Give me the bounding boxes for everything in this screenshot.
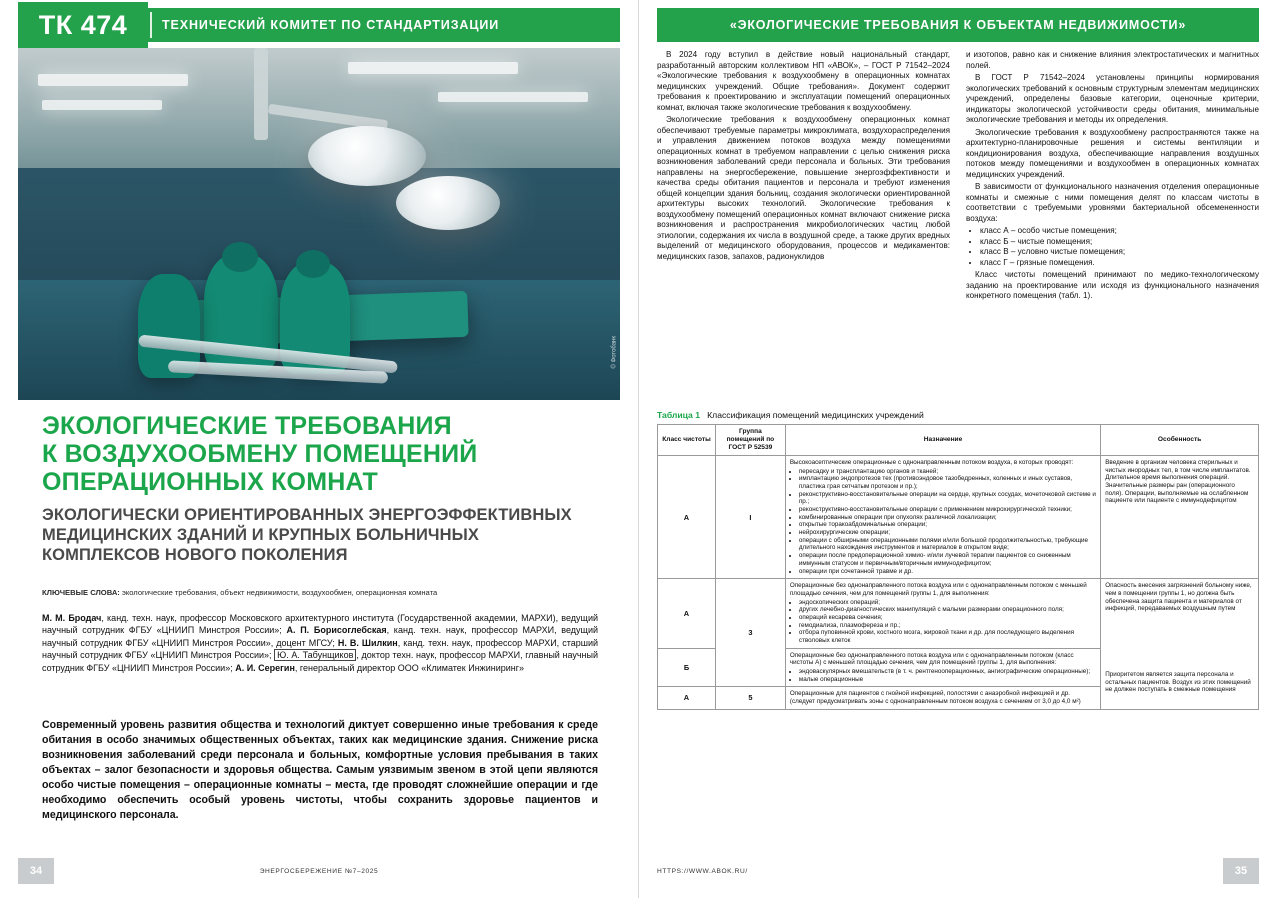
cell-feature: Введение в организм человека стерильных и чистых инородных тел, в том числе имплантатов. Длительное время выполнения операций. Значительные размеры ран (операционного поля). Операции, выполняемые на ослабленном пациенте или пациенте с иммунодефицитом: [1101, 456, 1259, 579]
cleanliness-class-list: [966, 226, 1259, 268]
cell-group: 3: [715, 579, 785, 687]
boxed-author-name: Ю. А. Табунщиков: [274, 649, 356, 661]
title-line-2: К ВОЗДУХООБМЕНУ ПОМЕЩЕНИЙ: [42, 440, 478, 468]
cell-purpose: [785, 687, 1100, 709]
authors-block: [42, 612, 598, 674]
list-item: • открытые торакоабдоминальные операции;: [799, 521, 1096, 529]
purpose-intro: Операционные без однонаправленного потока воздуха или с однонаправленным потоком с меньшей площадью сечения, чем для помещений группы 1, для выполнения:: [789, 582, 1087, 597]
cell-group: I: [715, 456, 785, 579]
page-number-right: 35: [1223, 858, 1259, 884]
body-column-1: [657, 50, 950, 400]
surgical-lamp: [308, 126, 426, 186]
tk-badge-label: ТК 474: [38, 9, 128, 40]
left-page-footer: [18, 858, 620, 884]
paragraph: В ГОСТ Р 71542–2024 установлены принципы нормирования экологических требований к основным структурным элементам медицинских учреждений, определены базовые категории, оценочные критерии, индикаторы экологической устойчивости среды обитания, минимальные экологические требования и методы их определения.: [966, 73, 1259, 125]
title-line-1: ЭКОЛОГИЧЕСКИЕ ТРЕБОВАНИЯ: [42, 412, 452, 440]
paragraph: Экологические требования к воздухообмену операционных комнат обеспечивают требуемые параметры микроклимата, воздухораспределения и управления движением потоков воздуха между помещениями операционных комнат в требуемом направлении с целью снижения риска возникновения заболеваний среди персонала и больных. Эти требования направлены на энергосбережение, повышение энергоэффективности и качества среды обитания пациентов и персонала и требуют изменения общей концепции здания больниц, создания экологически ориентированной архитектуры высоких технологий. Экологические требования к воздухообмену помещений операционных комнат включают снижение риска возникновения и распространения микробиологических частиц любой этиологии, содержания их числа в воздушной среде, а также других вредных выделений от медицинского оборудования, процессов и медикаментов: медицинских газов, запахов, радионуклидов: [657, 115, 950, 261]
photo-credit: © Фотобанк: [611, 336, 617, 369]
operating-room-photo: [18, 48, 620, 400]
list-item: • пересадку и трансплантацию органов и тканей;: [799, 468, 1096, 476]
list-item: • операций кесарева сечения;: [799, 614, 1096, 622]
cell-purpose: [785, 579, 1100, 648]
list-item: • класс А – особо чистые помещения;: [980, 226, 1259, 237]
lamp-arm: [254, 48, 268, 140]
table-row: [658, 456, 1259, 579]
surgical-lamp: [396, 176, 500, 230]
feature-text-a: Опасность внесения загрязнений больному ниже, чем в помещении группы 1, но должна быть обеспечена защита пациента и материалов от инфекций, передаваемых воздушным путем: [1105, 582, 1252, 613]
body-columns: [657, 50, 1259, 400]
journal-url[interactable]: HTTPS://WWW.ABOK.RU/: [657, 867, 748, 875]
column-header-group: Группа помещений по ГОСТ Р 52539: [715, 425, 785, 456]
purpose-intro: Операционные без однонаправленного потока воздуха или с однонаправленным потоком (класс чистоты А) с меньшей площадью сечения, чем для помещений группы 1, для выполнения:: [789, 651, 1074, 667]
list-item: • реконструктивно-восстановительные операции на сердце, крупных сосудах, мочеточковой системе и пр.;: [799, 491, 1096, 506]
cell-class: А: [658, 579, 716, 648]
list-item: • операции после предоперационной химио- и/или лучевой терапии пациентов со сниженным иммунным статусом и первичным/вторичным иммунодефицитом;: [799, 552, 1096, 567]
header-divider: [150, 12, 152, 38]
list-item: • других лечебно-диагностических манипуляций с малыми размерами операционного поля;: [799, 606, 1096, 614]
list-item: • имплантацию эндопротезов тех (противоэндовое тазобедренных, коленных и иных суставов, пластика грая сетчатым протезом и пр.);: [799, 475, 1096, 490]
list-item: • операции с обширными операционными полями и/или большой продолжительностью, требующие длительного нахождения инструментов и материалов в открытом виде;: [799, 537, 1096, 552]
keywords-value: экологические требования, объект недвижимости, воздухообмен, операционная комната: [121, 588, 438, 597]
column-header-purpose: Назначение: [785, 425, 1100, 456]
cell-group: 5: [715, 687, 785, 709]
list-item: • нейрохирургические операции;: [799, 529, 1096, 537]
column-header-class: Класс чистоты: [658, 425, 716, 456]
table-caption: [657, 410, 1259, 420]
subtitle-line-3: КОМПЛЕКСОВ НОВОГО ПОКОЛЕНИЯ: [42, 546, 348, 565]
ceiling-light-panel: [348, 62, 518, 74]
cell-class: А: [658, 687, 716, 709]
page-number-left: 34: [18, 858, 54, 884]
table-caption-text: Классификация помещений медицинских учреждений: [707, 410, 924, 420]
list-item: • комбинированные операции при опухолях различной локализации;: [799, 514, 1096, 522]
list-item: • класс Б – чистые помещения;: [980, 237, 1259, 248]
table-row: [658, 579, 1259, 648]
right-page-header: [657, 8, 1259, 42]
keywords-label: КЛЮЧЕВЫЕ СЛОВА:: [42, 588, 120, 597]
section-title: «ЭКОЛОГИЧЕСКИЕ ТРЕБОВАНИЯ К ОБЪЕКТАМ НЕДВИЖИМОСТИ»: [729, 18, 1187, 32]
list-item: • отбора пуповинной крови, костного мозга, жировой ткани и др. для последующего выделения стволовых клеток: [799, 629, 1096, 644]
paragraph: и изотопов, равно как и снижение влияния электростатических и магнитных полей.: [966, 50, 1259, 70]
cell-class: А: [658, 456, 716, 579]
paragraph: Экологические требования к воздухообмену распространяются также на архитектурно-планировочные решения и системы вентиляции и кондиционирования воздуха, обеспечивающие направления воздушных потоков между помещениями и воздухообмен в операционных комнатах медицинских учреждений.: [966, 127, 1259, 179]
surgeon-cap: [296, 250, 330, 278]
list-item: • эндоскопических операций;: [799, 599, 1096, 607]
subtitle-line-2: МЕДИЦИНСКИХ ЗДАНИЙ И КРУПНЫХ БОЛЬНИЧНЫХ: [42, 526, 480, 545]
page-subtitle: [42, 505, 602, 565]
keywords-block: [42, 588, 602, 598]
column-header-feature: Особенность: [1101, 425, 1259, 456]
feature-text-b: Приоритетом является защита персонала и остальных пациентов. Воздух из этих помещений не должен поступать в смежные помещения: [1105, 670, 1251, 694]
list-item: • гемодиализа, плазмофереза и пр.;: [799, 622, 1096, 630]
list-item: • эндоваскулярных вмешательств (в т. ч. рентгенооперационных, ангиографические операционные);: [799, 668, 1096, 676]
list-item: • операции при сочетанной травме и др.: [799, 568, 1096, 576]
cell-purpose: [785, 648, 1100, 687]
cell-feature: [1101, 579, 1259, 709]
right-page: [638, 0, 1277, 898]
left-page: [0, 0, 638, 898]
body-column-2: [966, 50, 1259, 400]
lead-paragraph: Современный уровень развития общества и технологий диктует совершенно иные требования к среде обитания в особо значимых общественных объектах, таких как медицинские здания. Снижение риска возникновения заболеваний среди персонала и больных, комфортные условия пребывания в таких объектах – залог безопасности и здоровья общества. Самым уязвимым звеном в этой цепи являются особо чистые помещения – операционные комнаты – места, где проводят сложнейшие операции и где необходимо обеспечить особый уровень чистоты, чтобы сохранить здоровье пациентов и медицинского персонала.: [42, 719, 598, 822]
ceiling-light-panel: [42, 100, 162, 110]
committee-title: ТЕХНИЧЕСКИЙ КОМИТЕТ ПО СТАНДАРТИЗАЦИИ: [162, 18, 500, 32]
subtitle-line-1: ЭКОЛОГИЧЕСКИ ОРИЕНТИРОВАННЫХ ЭНЕРГОЭФФЕКТИВНЫХ: [42, 506, 572, 524]
cell-purpose: [785, 456, 1100, 579]
paragraph: Класс чистоты помещений принимают по медико-технологическому заданию на проектирование или исходя из функционального назначения конкретного помещения (табл. 1).: [966, 270, 1259, 301]
cell-class: Б: [658, 648, 716, 687]
left-page-header: [18, 8, 620, 42]
purpose-list: [790, 468, 1096, 575]
list-item: • реконструктивно-восстановительные операции с применением микрохирургической техники;: [799, 506, 1096, 514]
list-item: • класс В – условно чистые помещения;: [980, 247, 1259, 258]
classification-table: [657, 424, 1259, 710]
ceiling-light-panel: [438, 92, 588, 102]
title-line-3: ОПЕРАЦИОННЫХ КОМНАТ: [42, 468, 378, 496]
table-header-row: [658, 425, 1259, 456]
purpose-intro: Высокоасептические операционные с однонаправленным потоком воздуха, в которых проводят:: [789, 459, 1074, 467]
ceiling-light-panel: [38, 74, 188, 86]
purpose-list: [790, 668, 1096, 683]
list-item: • малые операционные: [799, 676, 1096, 684]
tk-badge: [18, 2, 148, 48]
paragraph: В 2024 году вступил в действие новый национальный стандарт, разработанный авторским коллективом НП «АВОК», – ГОСТ Р 71542–2024 «Экологические требования к воздухообмену в операционных комнатах медицинских учреждений. Общие требования». Документ содержит требования к проектированию и эксплуатации помещений операционных комнат, включая также экологические требования к воздухообмену.: [657, 50, 950, 112]
purpose-list: [790, 599, 1096, 645]
right-page-footer: [657, 858, 1259, 884]
list-item: • класс Г – грязные помещения.: [980, 258, 1259, 269]
authors-text: М. М. Бродач, канд. техн. наук, профессор Московского архитектурного института (Государственной академии, МАРХИ), ведущий научный сотрудник ФГБУ «ЦНИИП Минстроя России»; А. П. Борисоглебская, канд. техн. наук, профессор МАРХИ, ведущий научный сотрудник ФГБУ «ЦНИИП Минстроя России», доцент МГСУ; Н. В. Шилкин, канд. техн. наук, профессор МАРХИ, старший научный сотрудник ФГБУ «ЦНИИП Минстроя России»; Ю. А. Табунщиков , доктор техн. наук, профессор МАРХИ, главный научный сотрудник ФГБУ «ЦНИИП Минстроя России»; А. И. Серегин, генеральный директор ООО «Климатек Инжиниринг»: [42, 613, 599, 673]
surgeon-cap: [222, 242, 258, 272]
page-title: [42, 412, 602, 496]
paragraph: В зависимости от функционального назначения отделения операционные комнаты и смежные с ними помещения делят по классам чистоты в соответствии с требуемыми уровнями бактериальной обсемененности воздуха:: [966, 182, 1259, 223]
table-caption-label: Таблица 1: [657, 410, 700, 420]
journal-issue-label: ЭНЕРГОСБЕРЕЖЕНИЕ №7–2025: [259, 867, 379, 875]
purpose-intro: Операционные для пациентов с гнойной инфекцией, полостями с анаэробной инфекцией и др. (следует предусматривать зоны с однонаправленным потоком воздуха с сечением от 3,0 до 4,0 м²): [789, 690, 1081, 705]
